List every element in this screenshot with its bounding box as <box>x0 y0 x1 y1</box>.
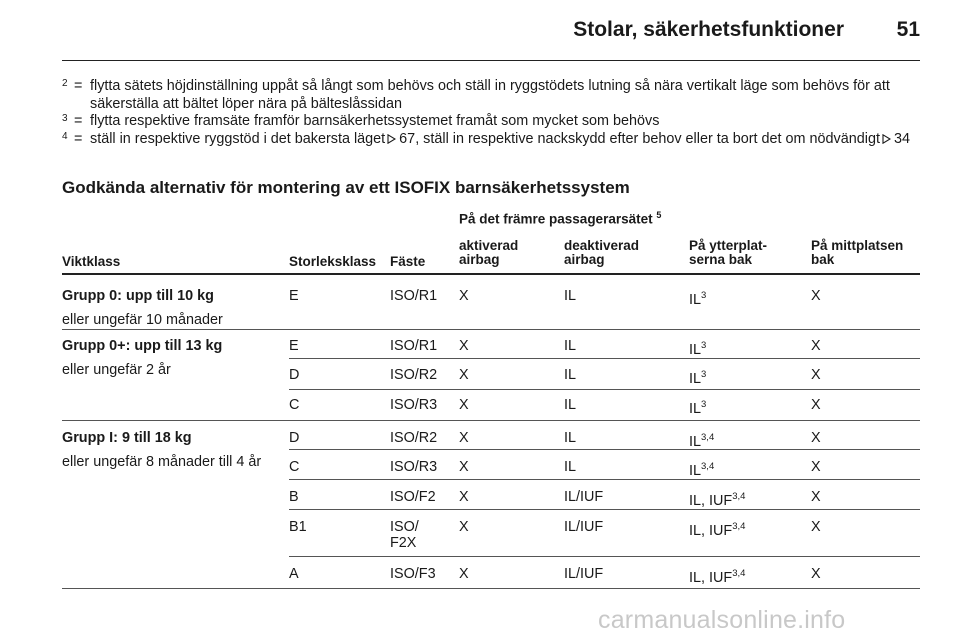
table-rule <box>289 449 920 450</box>
col-header-middle-rear: På mittplatsen bak <box>811 238 904 267</box>
weight-group: Grupp 0: upp till 10 kg eller ungefär 10 månader <box>62 288 223 328</box>
page-reference-link[interactable]: 67 <box>399 130 416 147</box>
col-header-storleksklass: Storleksklass <box>289 254 377 269</box>
page-reference-arrow-icon <box>882 134 891 144</box>
header-divider <box>62 60 920 61</box>
col-header-viktklass: Viktklass <box>62 254 121 269</box>
table-row: C ISO/R3 X IL $IL^3$ X <box>289 397 821 417</box>
col-header-outer-rear: På ytterplat- serna bak <box>689 238 768 267</box>
page-reference-link[interactable]: 34 <box>893 130 910 147</box>
table-rule <box>289 479 920 480</box>
table-row: C ISO/R3 X IL IL$^{3,4}$ X <box>289 459 821 479</box>
page-number: 51 <box>896 18 920 41</box>
table-row: B ISO/F2 X IL/IUF IL, IUF$^{3,4}$ X <box>289 489 821 509</box>
page-title: Stolar, säkerhetsfunktioner <box>573 18 844 41</box>
page-reference-arrow-icon <box>387 134 396 144</box>
table-row: A ISO/F3 X IL/IUF IL, IUF$^{3,4}$ X <box>289 566 821 586</box>
table-rule <box>62 420 920 421</box>
col-header-faste: Fäste <box>390 254 426 269</box>
col-header-active-airbag: aktiverad airbag <box>459 238 519 267</box>
table-header-rule <box>62 273 920 275</box>
table-rule <box>289 358 920 359</box>
footnotes <box>62 78 920 148</box>
footnote-2: 2 = flytta sätets höjdinställning uppåt så långt som behövs och ställ in ryggstödets lutning så nära vertikalt läge som behövs för att säkerställa att bältet löper nära på bälteslåssidan <box>62 78 890 112</box>
table-rule <box>62 329 920 330</box>
weight-group: Grupp 0+: upp till 13 kg eller ungefär 2 år <box>62 338 223 378</box>
col-header-deactivated-airbag: deaktiverad airbag <box>564 238 640 267</box>
section-title: Godkända alternativ för montering av ett ISOFIX barnsäkerhetssystem <box>62 178 630 197</box>
front-passenger-seat-header: På det främre passagerarsätet $^5$ <box>459 210 662 227</box>
table-bottom-rule <box>62 588 920 589</box>
table-rule <box>289 509 920 510</box>
table-row: B1 ISO/ F2X X IL/IUF IL, IUF$^{3,4}$ X <box>289 519 821 551</box>
footnote-3: 3 = flytta respektive framsäte framför barnsäkerhetssystemet framåt som mycket som behövs <box>62 113 660 129</box>
table-rule <box>289 556 920 557</box>
footnote-4: 4 = ställ in respektive ryggstöd i det bakersta läget 67, ställ in respektive nackskydd efter behov eller ta bort det om nödvändigt 34 <box>62 130 910 147</box>
page-header <box>62 0 920 52</box>
weight-group: Grupp I: 9 till 18 kg eller ungefär 8 månader till 4 år <box>62 430 262 470</box>
watermark: carmanualsonline.info <box>598 606 846 634</box>
table-rule <box>289 389 920 390</box>
table-row: E ISO/R1 X IL $IL^3$ X <box>289 288 821 308</box>
table-row: D ISO/R2 X IL IL$^{3,4}$ X <box>289 430 821 450</box>
table-row: E ISO/R1 X IL $IL^3$ X <box>289 338 821 358</box>
table-row: D ISO/R2 X IL $IL^3$ X <box>289 367 821 387</box>
